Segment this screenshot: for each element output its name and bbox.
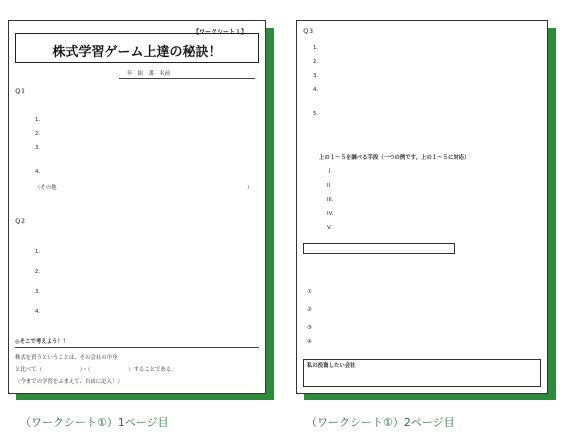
worksheet-page-2 (296, 20, 548, 394)
q1-other: （その他 (35, 185, 57, 191)
q1-other-close: ） (247, 185, 253, 191)
company-box-label: 私の投資したい会社 (307, 363, 356, 369)
q1-item-4: 4. (35, 169, 41, 175)
q2-label: Ｑ２ (15, 219, 26, 225)
q3-line-4: 4. (313, 87, 319, 93)
q1-label: Ｑ１ (15, 89, 26, 95)
q3-line-5: 5. (313, 111, 319, 117)
worksheet-tag: 【ワークシート１】 (193, 29, 248, 36)
q2-item-1: 1. (35, 249, 41, 255)
heading-box (303, 243, 455, 254)
q1-item-2: 2. (35, 131, 41, 137)
method-v: V. (327, 225, 332, 231)
numbered-1: ① (307, 289, 312, 295)
name-line: 年 組 番 名前 (127, 71, 171, 77)
q3-label: Ｑ３ (303, 29, 314, 35)
numbered-2: ② (307, 307, 312, 313)
q3-line-2: 2. (313, 59, 319, 65)
company-box (303, 359, 541, 387)
think-box-title: ◎そこで考えよう！！ (15, 339, 69, 345)
numbered-3: ③ (307, 325, 312, 331)
think-line-3: （今までの学習をふまえて、自由に記入！） (15, 379, 123, 385)
q2-item-3: 3. (35, 289, 41, 295)
q3-line-3: 3. (313, 73, 319, 79)
method-iii: III. (327, 197, 334, 203)
page-title: 株式学習ゲーム上達の秘訣！ (52, 45, 222, 60)
think-line-1: 株式を買うということは、その会社の中身 (15, 355, 118, 361)
caption-page-2: （ワークシート①）2ページ目 (306, 416, 455, 429)
q1-item-1: 1. (35, 117, 41, 123)
numbered-4: ④ (307, 339, 312, 345)
think-box-rule (15, 347, 259, 348)
q1-item-3: 3. (35, 145, 41, 151)
q2-item-4: 4. (35, 309, 41, 315)
title-box (15, 33, 259, 63)
q2-item-2: 2. (35, 269, 41, 275)
think-line-2: と比べて（ ）・（ ）することである。 (15, 367, 177, 373)
caption-page-1: （ワークシート①）1ページ目 (20, 416, 169, 429)
method-iv: IV. (327, 211, 334, 217)
q3-line-1: 1. (313, 45, 319, 51)
worksheet-page-1 (8, 20, 266, 394)
method-i: Ｉ (327, 169, 333, 175)
method-ii: II (327, 183, 331, 189)
method-section-title: 上の１～５を調べる手段（一つの例です。上の１～５に対応） (319, 155, 470, 161)
name-underline (119, 78, 255, 79)
